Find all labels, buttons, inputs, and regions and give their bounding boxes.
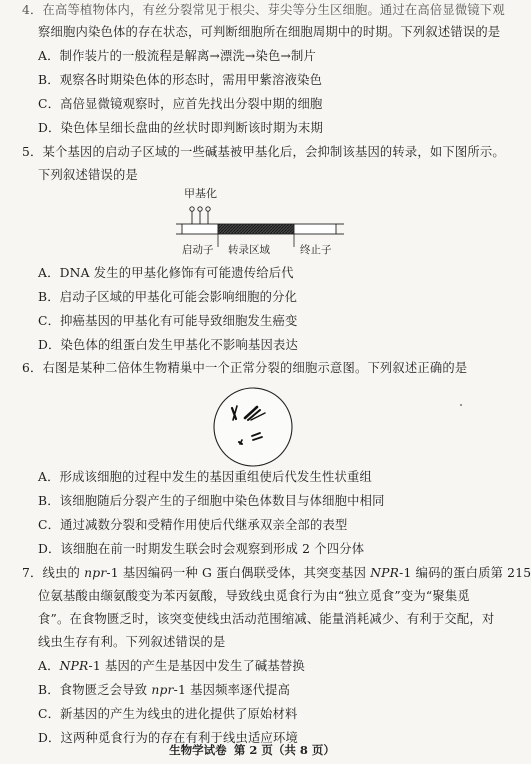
methyl-group-markers xyxy=(190,207,210,224)
q7-gene-name: npr xyxy=(84,566,107,580)
q7-option-a-text: -1 基因的产生是基因中发生了碱基替换 xyxy=(88,659,305,673)
q5-option-c: C．抑癌基因的甲基化有可能导致细胞发生癌变 xyxy=(38,314,298,328)
q7-stem-line3: 食”。在食物匮乏时，该突变使线虫活动范围缩减、能量消耗减少、有利于交配，对 xyxy=(38,612,495,626)
q7-stem-line2: 位氨基酸由缬氨酸变为苯丙氨酸，导致线虫觅食行为由“独立觅食”变为“聚集觅 xyxy=(38,589,470,603)
q7-option-a xyxy=(38,659,305,674)
q4-option-a: A．制作装片的一般流程是解离→漂洗→染色→制片 xyxy=(38,49,317,63)
q4-stem-line2: 察细胞内染色体的存在状态，可判断细胞所在细胞周期中的时期。下列叙述错误的是 xyxy=(38,25,501,39)
q4-stem-line1: 4．在高等植物体内，有丝分裂常见于根尖、芽尖等分生区细胞。通过在高倍显微镜下观 xyxy=(22,3,505,17)
q6-option-b: B．该细胞随后分裂产生的子细胞中染色体数目与体细胞中相同 xyxy=(38,494,385,508)
transcribed-label: 转录区域 xyxy=(228,244,270,256)
transcribed-region xyxy=(218,224,294,234)
q7-option-a-gene: NPR xyxy=(59,659,89,673)
methylation-label: 甲基化 xyxy=(184,187,217,200)
q7-stem-middle: -1 基因编码一种 G 蛋白偶联受体，其突变基因 xyxy=(106,566,371,580)
promoter-label: 启动子 xyxy=(182,244,214,256)
q7-option-b-prefix: B．食物匮乏会导致 xyxy=(38,683,152,697)
cell-division-diagram xyxy=(212,386,294,468)
q7-stem-line4: 线虫生存有利。下列叙述错误的是 xyxy=(38,635,226,649)
q4-option-b: B．观察各时期染色体的形态时，需用甲紫溶液染色 xyxy=(38,73,323,87)
q7-stem-prefix: 7．线虫的 xyxy=(22,566,85,580)
q5-stem-line2: 下列叙述错误的是 xyxy=(38,168,138,182)
promoter-region xyxy=(182,224,218,234)
q5-stem-line1: 5．某个基因的启动子区域的一些碱基被甲基化后，会抑制该基因的转录，如下图所示。 xyxy=(22,145,505,159)
scan-speck xyxy=(460,404,462,406)
page-footer xyxy=(0,743,504,757)
q7-stem-line1 xyxy=(22,566,531,581)
q6-option-c: C．通过减数分裂和受精作用使后代继承双亲全部的表型 xyxy=(38,518,348,532)
q7-option-b xyxy=(38,683,290,698)
q4-option-c: C．高倍显微镜观察时，应首先找出分裂中期的细胞 xyxy=(38,97,323,111)
footer-page-number: 第 2 页（共 8 页） xyxy=(233,743,335,757)
terminator-region xyxy=(294,224,336,234)
q5-option-d: D．染色体的组蛋白发生甲基化不影响基因表达 xyxy=(38,338,298,352)
footer-subject: 生物学试卷 xyxy=(169,743,227,757)
q6-option-d: D．该细胞在前一时期发生联会时会观察到形成 2 个四分体 xyxy=(38,542,365,556)
gene-methylation-diagram xyxy=(176,184,346,260)
q5-option-b: B．启动子区域的甲基化可能会影响细胞的分化 xyxy=(38,290,298,304)
q7-option-b-text: -1 基因频率逐代提高 xyxy=(173,683,291,697)
q4-option-d: D．染色体呈细长盘曲的丝状时即判断该时期为末期 xyxy=(38,121,323,135)
q7-option-a-prefix: A． xyxy=(38,659,60,673)
terminator-label: 终止子 xyxy=(300,244,332,256)
cell-membrane xyxy=(214,388,292,466)
q5-option-a: A．DNA 发生的甲基化修饰有可能遗传给后代 xyxy=(38,266,294,280)
q7-option-d: D．这两种觅食行为的存在有利于线虫适应环境 xyxy=(38,731,298,745)
q6-option-a: A．形成该细胞的过程中发生的基因重组使后代发生性状重组 xyxy=(38,470,373,484)
q7-option-b-gene: npr xyxy=(151,683,174,697)
q7-stem-suffix: -1 编码的蛋白质第 215 xyxy=(399,566,531,580)
q7-mutant-gene-name: NPR xyxy=(370,566,400,580)
q6-stem: 6．右图是某种二倍体生物精巢中一个正常分裂的细胞示意图。下列叙述正确的是 xyxy=(22,361,468,375)
q7-option-c: C．新基因的产生为线虫的进化提供了原始材料 xyxy=(38,707,298,721)
